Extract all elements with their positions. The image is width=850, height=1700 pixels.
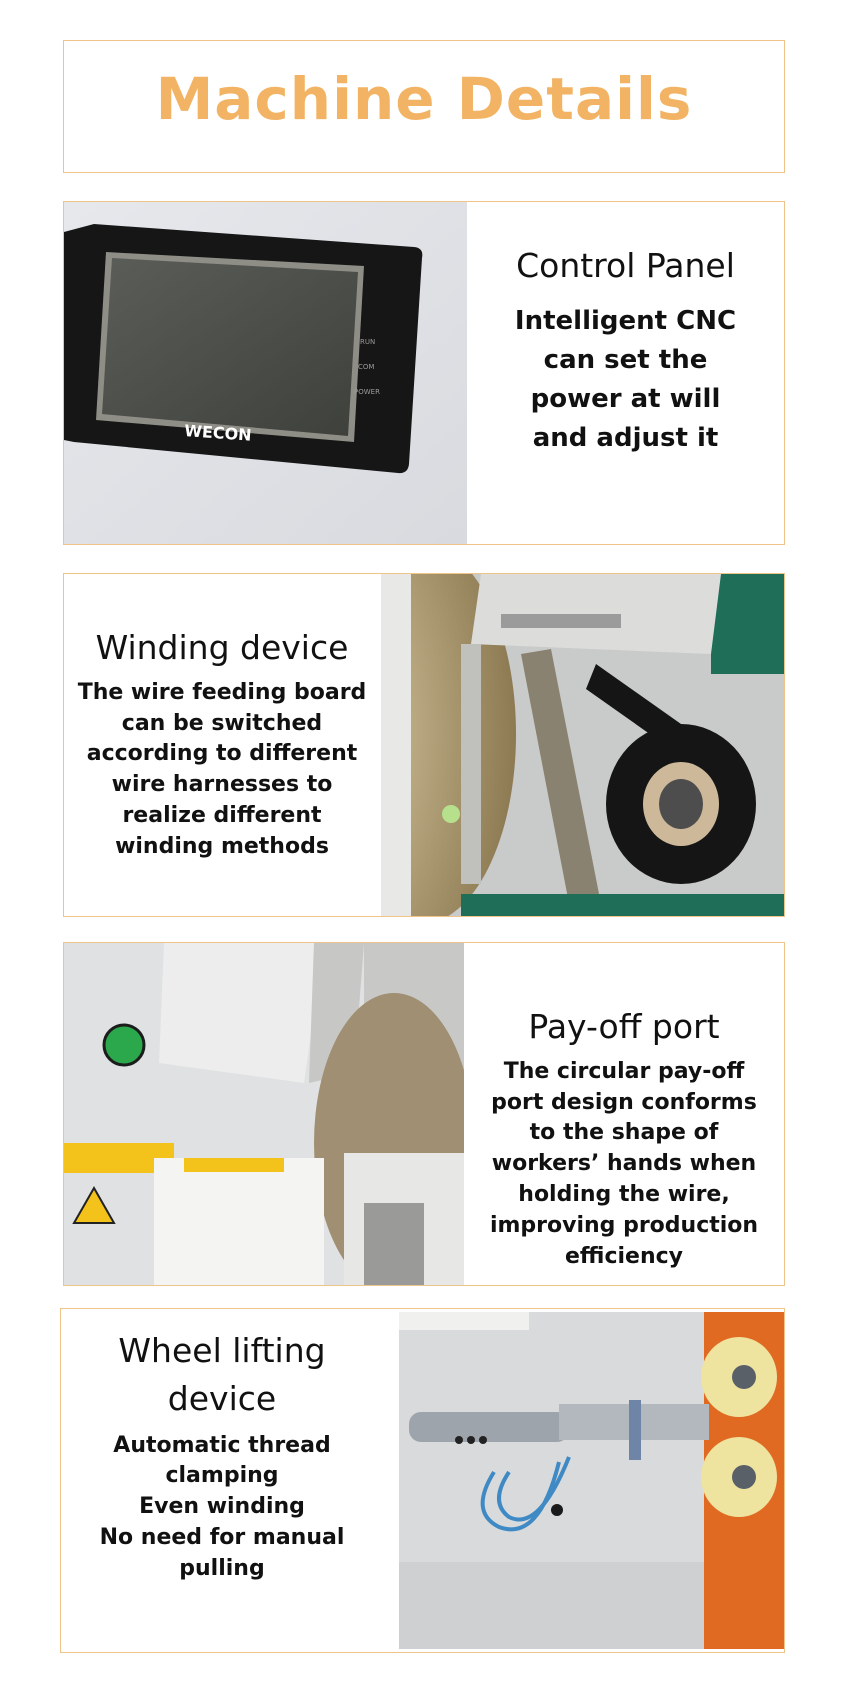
section-description: The circular pay-off port design conforms to the shape of workers’ hands when holding the wire, improving production efficiency bbox=[489, 1058, 759, 1269]
brand-text: WECON bbox=[183, 421, 253, 445]
control-panel-photo bbox=[64, 202, 467, 544]
section-control-panel bbox=[63, 201, 785, 545]
winding-device-photo bbox=[381, 574, 784, 916]
section-pay-off-port bbox=[63, 942, 785, 1286]
control-panel-text bbox=[467, 202, 784, 544]
side-label-com: COM bbox=[358, 363, 375, 371]
pay-off-port-text bbox=[464, 943, 784, 1285]
section-description: The wire feeding board can be switched according to different wire harnesses to realize different winding methods bbox=[77, 679, 367, 859]
section-title: Winding device bbox=[95, 628, 349, 667]
section-description: Automatic thread clamping Even winding No need for manual pulling bbox=[99, 1432, 345, 1581]
wheel-lifting-device-photo bbox=[399, 1312, 784, 1649]
wheel-lifting-device-text bbox=[61, 1309, 383, 1652]
section-title: Control Panel bbox=[516, 246, 735, 285]
section-wheel-lifting-device bbox=[60, 1308, 785, 1653]
side-label-power: POWER bbox=[354, 388, 380, 396]
side-label-run: RUN bbox=[360, 338, 376, 346]
winding-device-text bbox=[64, 574, 380, 916]
section-description: Intelligent CNC can set the power at will and adjust it bbox=[514, 305, 737, 453]
section-title: Wheel lifting device bbox=[118, 1331, 326, 1418]
section-winding-device bbox=[63, 573, 785, 917]
page-title: Machine Details bbox=[155, 65, 693, 133]
pay-off-port-photo bbox=[64, 943, 464, 1285]
title-banner bbox=[63, 40, 785, 173]
section-title: Pay-off port bbox=[528, 1007, 720, 1046]
